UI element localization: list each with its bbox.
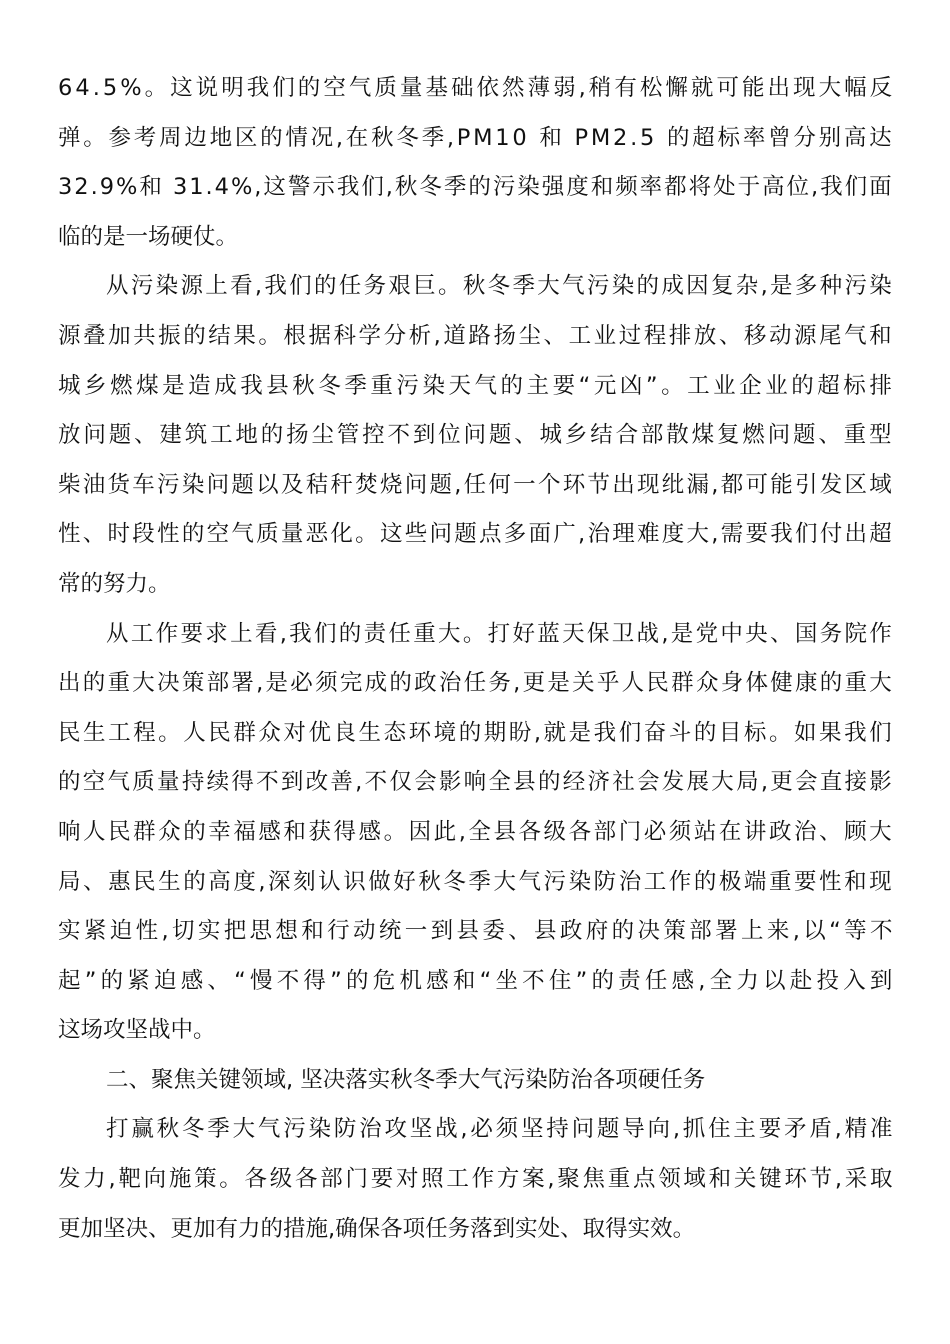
text-line [58, 362, 896, 412]
text-line-content: 局、惠民生的高度,深刻认识做好秋冬季大气污染防治工作的极端重要性和现 [58, 868, 895, 895]
text-line [58, 262, 895, 312]
text-line-content: 常的努力。 [58, 570, 171, 597]
text-line [58, 411, 895, 461]
text-line-content: 临的是一场硬仗。 [58, 223, 239, 250]
section-heading-2 [58, 1056, 892, 1106]
paragraph-work-requirements [58, 610, 897, 1056]
text-line [58, 659, 895, 709]
text-line [58, 1205, 892, 1255]
text-line [58, 510, 895, 560]
text-line-content: 放问题、建筑工地的扬尘管控不到位问题、城乡结合部散煤复燃问题、重型 [58, 422, 895, 449]
text-line-content: 城乡燃煤是造成我县秋冬季重污染天气的主要“元凶”。工业企业的超标排 [58, 372, 896, 399]
text-line [58, 808, 895, 858]
text-line [58, 858, 895, 908]
text-line-content: 32.9%和 31.4%,这警示我们,秋冬季的污染强度和频率都将处于高位,我们面 [58, 174, 894, 201]
text-line-content: 民生工程。人民群众对优良生态环境的期盼,就是我们奋斗的目标。如果我们 [58, 719, 895, 746]
text-line-content: 发力,靶向施策。各级各部门要对照工作方案,聚焦重点领域和关键环节,采取 [58, 1166, 896, 1193]
document-page [58, 64, 897, 1254]
text-line [58, 114, 895, 164]
text-line-content: 这场攻坚战中。 [58, 1017, 216, 1044]
text-line [58, 610, 895, 660]
text-line [58, 64, 896, 114]
text-line [58, 1006, 892, 1056]
text-line-content: 起”的紧迫感、“慢不得”的危机感和“坐不住”的责任感,全力以赴投入到 [58, 967, 897, 994]
text-line-content: 性、时段性的空气质量恶化。这些问题点多面广,治理难度大,需要我们付出超 [58, 521, 895, 548]
text-line-content: 打赢秋冬季大气污染防治攻坚战,必须坚持问题导向,抓住主要矛盾,精准 [106, 1116, 896, 1143]
text-line-content: 从污染源上看,我们的任务艰巨。秋冬季大气污染的成因复杂,是多种污染 [106, 273, 895, 300]
text-line [58, 1155, 896, 1205]
text-line-content: 实紧迫性,切实把思想和行动统一到县委、县政府的决策部署上来,以“等不 [58, 918, 896, 945]
text-line-content: 的空气质量持续得不到改善,不仅会影响全县的经济社会发展大局,更会直接影 [58, 769, 895, 796]
text-line [58, 758, 895, 808]
text-line [58, 957, 897, 1007]
paragraph-key-areas [58, 1105, 896, 1254]
text-line [58, 560, 892, 610]
text-line-content: 柴油货车污染问题以及秸秆焚烧问题,任何一个环节出现纰漏,都可能引发区域 [58, 471, 895, 498]
text-line-content: 出的重大决策部署,是必须完成的政治任务,更是关乎人民群众身体健康的重大 [58, 670, 895, 697]
text-line [58, 213, 892, 263]
text-line [58, 1105, 896, 1155]
text-line-content: 从工作要求上看,我们的责任重大。打好蓝天保卫战,是党中央、国务院作 [106, 620, 895, 647]
text-line-content: 弹。参考周边地区的情况,在秋冬季,PM10 和 PM2.5 的超标率曾分别高达 [58, 124, 895, 151]
text-line [58, 163, 892, 213]
paragraph-pollution-sources [58, 262, 896, 609]
text-line [58, 907, 896, 957]
text-line [58, 709, 895, 759]
text-line-content: 64.5%。这说明我们的空气质量基础依然薄弱,稍有松懈就可能出现大幅反 [58, 75, 896, 101]
heading-text: 二、聚焦关键领域, 坚决落实秋冬季大气污染防治各项硬任务 [106, 1066, 706, 1093]
paragraph-air-quality-baseline [58, 64, 896, 262]
text-line-content: 源叠加共振的结果。根据科学分析,道路扬尘、工业过程排放、移动源尾气和 [58, 322, 895, 349]
heading-line [58, 1056, 892, 1106]
text-line [58, 312, 895, 362]
text-line-content: 响人民群众的幸福感和获得感。因此,全县各级各部门必须站在讲政治、顾大 [58, 818, 895, 845]
text-line-content: 更加坚决、更加有力的措施,确保各项任务落到实处、取得实效。 [58, 1215, 696, 1242]
text-line [58, 461, 895, 511]
